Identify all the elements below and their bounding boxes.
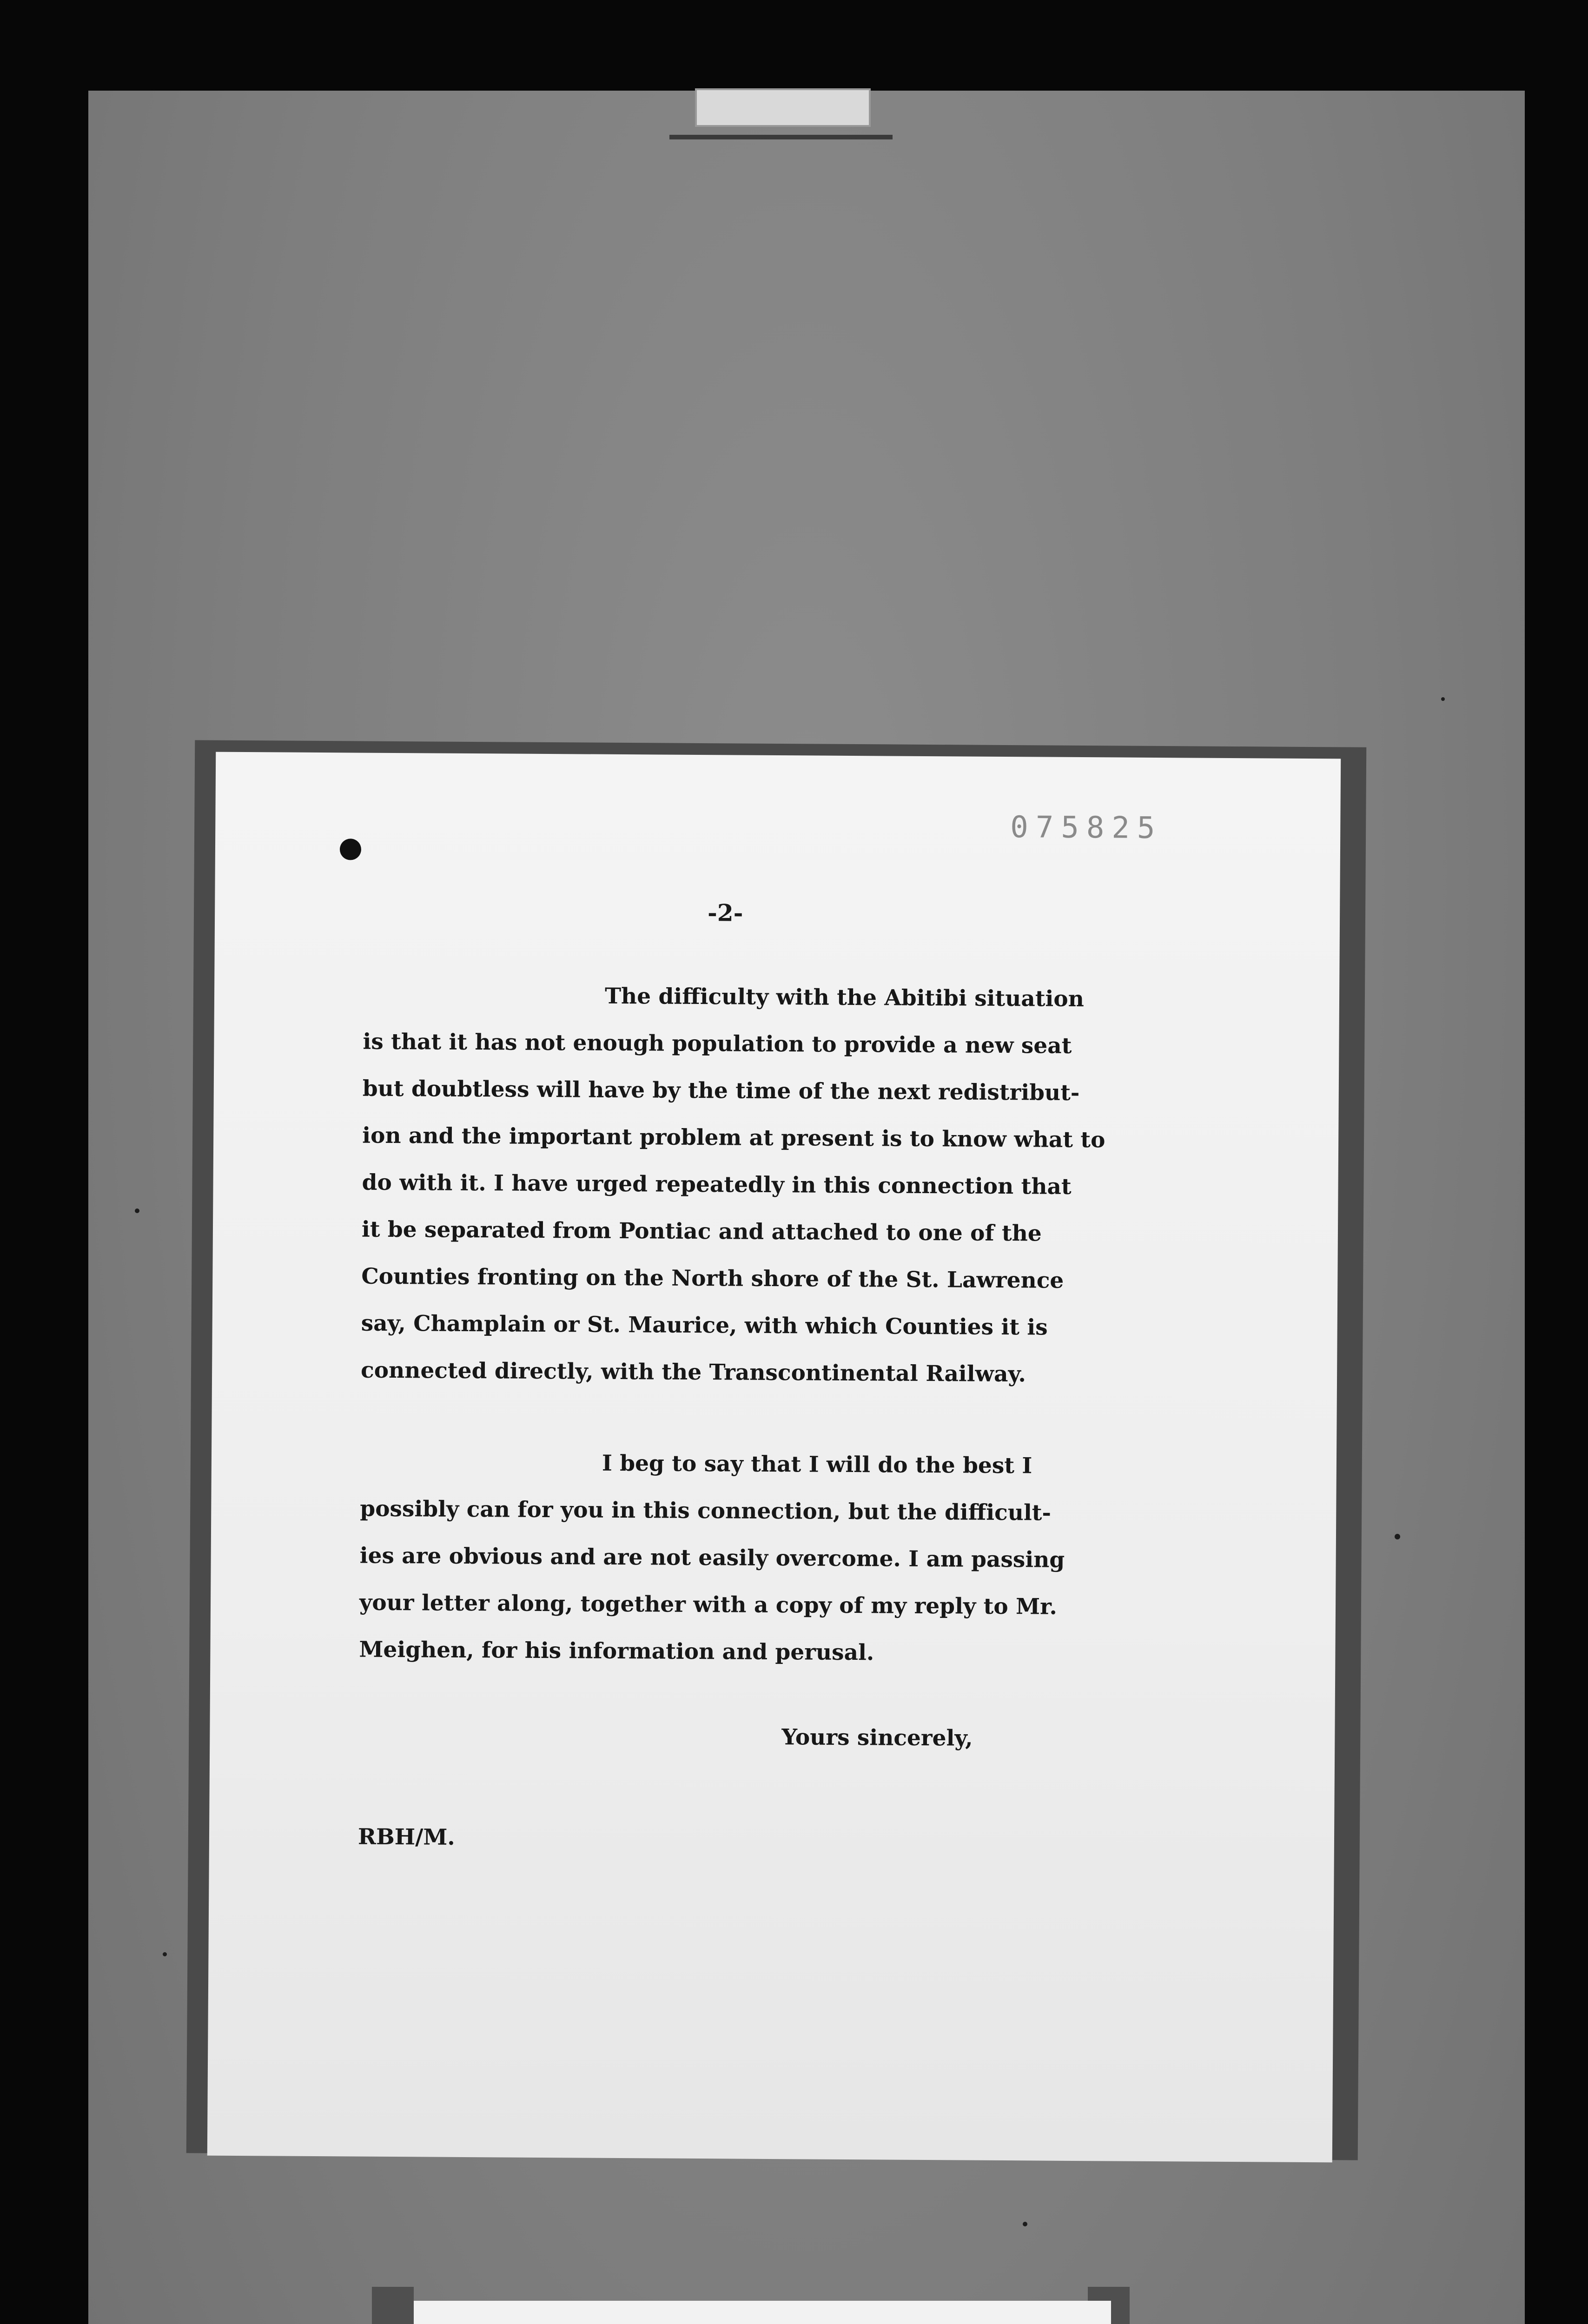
paper-clip xyxy=(695,88,871,127)
closing-salutation: Yours sincerely, xyxy=(781,1724,973,1751)
punch-hole xyxy=(340,838,361,860)
letter-page xyxy=(207,752,1341,2163)
clip-shadow xyxy=(669,135,893,139)
label-tab-left xyxy=(372,2287,414,2324)
typist-initials: RBH/M. xyxy=(357,1824,455,1850)
board-speck xyxy=(1441,697,1445,701)
board-speck xyxy=(1395,1534,1400,1539)
board-speck xyxy=(135,1208,139,1213)
paragraph-abitibi: The difficulty with the Abitibi situation is that it has not enough population to provide a new seat but doubtless will have by the time of the next redistribut- ion and the important problem at present is to know what to do with it. I have urged repeatedly in this connection that it be separated from Pontiac and attached to one of the Counties fronting on the North shore of the St. Lawrence say, Champlain or St. Maurice, with which Counties it is connected directly, with the Transcontinental Railway. xyxy=(360,983,1105,1387)
document-number-stamp: 075825 xyxy=(1010,810,1163,846)
board-speck xyxy=(163,1952,167,1956)
board-speck xyxy=(1023,2222,1027,2226)
collection-reference-label xyxy=(414,2301,1111,2324)
page-number: -2- xyxy=(707,899,743,927)
letter-body xyxy=(359,971,1270,1679)
paragraph-closing-remarks: I beg to say that I will do the best I possibly can for you in this connection, but the difficult- ies are obvious and are not easily overcome. I am passing your letter along, together with a copy of my reply to Mr. Meighen, for his information and perusal. xyxy=(359,1450,1065,1666)
